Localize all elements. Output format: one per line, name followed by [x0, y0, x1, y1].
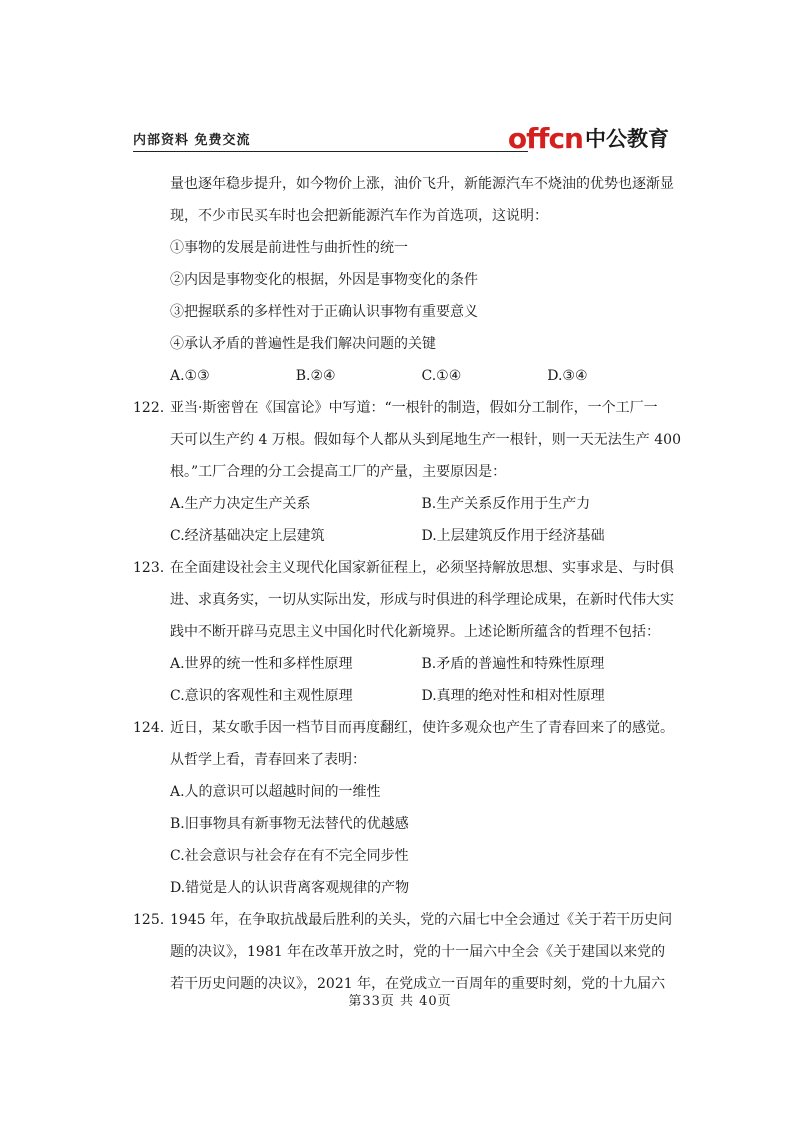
question-124-line-1 [133, 712, 673, 744]
question-number: 125. [133, 912, 165, 928]
question-number: 122. [133, 400, 165, 416]
brand-latin: offcn [507, 122, 583, 155]
option-a: A.生产力决定生产关系 [170, 496, 311, 512]
header-rule [133, 151, 528, 152]
option-row [133, 648, 673, 680]
question-text-line: 根。”工厂合理的分工会提高工厂的产量，主要原因是： [170, 464, 507, 480]
option-d: D.上层建筑反作用于经济基础 [421, 528, 605, 544]
option-a: A.人的意识可以超越时间的一维性 [170, 784, 381, 800]
question-text-line: 若干历史问题的决议》，2021 年，在党成立一百周年的重要时刻，党的十九届六 [170, 976, 666, 992]
header-label: 内部资料 免费交流 [133, 133, 251, 148]
question-text-line: 天可以生产约 4 万根。假如每个人都从头到尾地生产一根针，则一天无法生产 400 [170, 432, 681, 448]
question-text: 近日，某女歌手因一档节目而再度翻红，使许多观众也产生了青春回来了的感觉。 [170, 720, 674, 736]
option-b: B.生产关系反作用于生产力 [421, 496, 591, 512]
question-text-line: 量也逐年稳步提升，如今物价上涨，油价飞升，新能源汽车不烧油的优势也逐渐显 [170, 176, 674, 192]
option-row [133, 520, 673, 552]
question-text-line: 进、求真务实，一切从实际出发，形成与时俱进的科学理论成果，在新时代伟大实 [170, 592, 674, 608]
question-text: 1945 年，在争取抗战最后胜利的关头，党的六届七中全会通过《关于若干历史问 [170, 912, 673, 928]
option-row [133, 680, 673, 712]
option-c: C.意识的客观性和主观性原理 [170, 688, 353, 704]
statement-3: ③把握联系的多样性对于正确认识事物有重要意义 [170, 304, 478, 320]
question-number: 123. [133, 560, 165, 576]
statement-1: ①事物的发展是前进性与曲折性的统一 [170, 240, 408, 256]
brand-cn: 中公教育 [585, 127, 669, 151]
option-d: D.错觉是人的认识背离客观规律的产物 [170, 880, 410, 896]
option-row [133, 488, 673, 520]
option-c: C.经济基础决定上层建筑 [170, 528, 325, 544]
question-123-line-1 [133, 552, 673, 584]
option-b: B.旧事物具有新事物无法替代的优越感 [170, 816, 409, 832]
question-text: 亚当·斯密曾在《国富论》中写道：“一根针的制造，假如分工制作，一个工厂一 [170, 400, 658, 416]
question-text-line: 题的决议》，1981 年在改革开放之时，党的十一届六中全会《关于建国以来党的 [170, 944, 666, 960]
option-d: D.真理的绝对性和相对性原理 [421, 688, 605, 704]
statement-4: ④承认矛盾的普遍性是我们解决问题的关键 [170, 336, 436, 352]
option-a: A.世界的统一性和多样性原理 [170, 656, 353, 672]
statement-2: ②内因是事物变化的根据，外因是事物变化的条件 [170, 272, 478, 288]
question-125-line-1 [133, 904, 673, 936]
question-content [133, 168, 681, 1000]
option-c: C.社会意识与社会存在有不完全同步性 [170, 848, 409, 864]
question-text-line: 践中不断开辟马克思主义中国化时代化新境界。上述论断所蕴含的哲理不包括： [170, 624, 660, 640]
question-text-line: 现，不少市民买车时也会把新能源汽车作为首选项，这说明： [170, 208, 548, 224]
option-b: B.矛盾的普遍性和特殊性原理 [421, 656, 605, 672]
question-number: 124. [133, 720, 165, 736]
option-row [133, 360, 673, 392]
option-b: B.②④ [295, 368, 336, 384]
brand-logo [508, 120, 669, 154]
page-number: 第33页 共 40页 [348, 994, 452, 1009]
question-text-line: 从哲学上看，青春回来了表明： [170, 752, 366, 768]
option-c: C.①④ [421, 368, 462, 384]
page-header [133, 118, 669, 155]
option-d: D.③④ [547, 368, 588, 384]
option-a: A.①③ [170, 368, 210, 384]
question-122-line-1 [133, 392, 673, 424]
question-text: 在全面建设社会主义现代化国家新征程上，必须坚持解放思想、实事求是、与时俱 [170, 560, 674, 576]
